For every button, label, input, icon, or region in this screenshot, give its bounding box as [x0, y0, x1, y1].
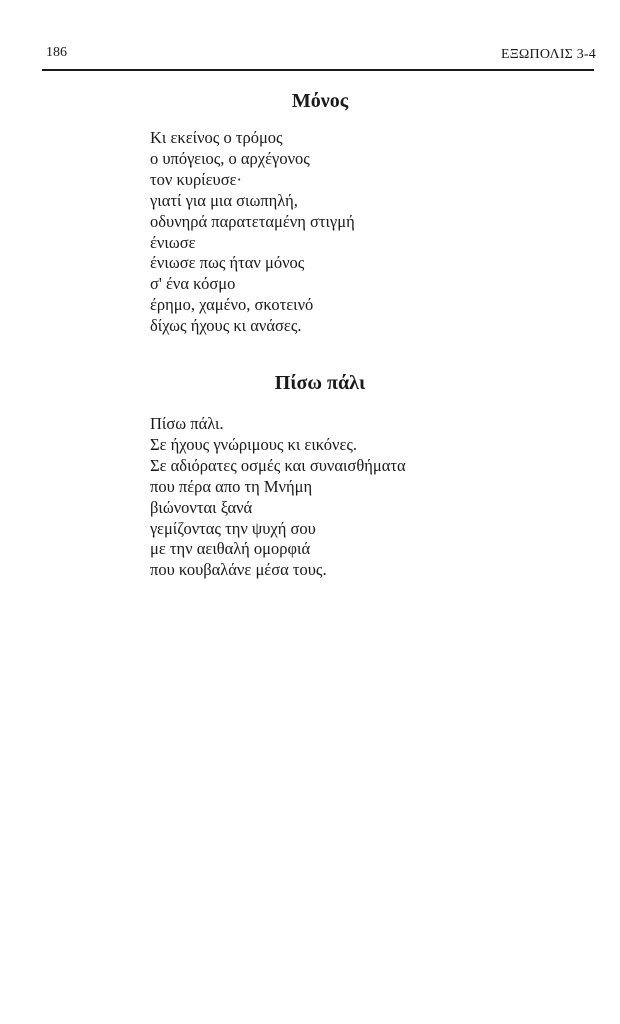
- header-rule: [42, 69, 594, 71]
- poem-title-monos: Μόνος: [291, 90, 349, 112]
- poem-body-piso-pali: [150, 414, 406, 581]
- poem-line: βιώνονται ξανά: [150, 497, 253, 517]
- poem-line: ο υπόγειος, ο αρχέγονος: [150, 148, 310, 168]
- poem-line: οδυνηρά παρατεταμένη στιγμή: [150, 211, 355, 231]
- poem-line: που κουβαλάνε μέσα τους.: [150, 560, 327, 580]
- poem-line: τον κυρίευσε·: [150, 169, 243, 189]
- poem-line: με την αειθαλή ομορφιά: [150, 539, 311, 559]
- poem-line: Σε αδιόρατες οσμές και συναισθήματα: [150, 455, 406, 475]
- poem-line: γιατί για μια σιωπηλή,: [150, 190, 298, 210]
- poem-line: ένιωσε: [150, 232, 196, 252]
- poem-body-monos: [150, 128, 355, 337]
- page-number: 186: [46, 45, 67, 60]
- poem-line: ένιωσε πως ήταν μόνος: [150, 253, 305, 273]
- poem-line: σ' ένα κόσμο: [150, 274, 236, 294]
- poem-title-piso-pali: Πίσω πάλι: [274, 372, 366, 394]
- running-title: ΕΞΩΠΟΛΙΣ 3-4: [500, 47, 596, 62]
- poem-line: γεμίζοντας την ψυχή σου: [150, 518, 316, 538]
- poem-line: έρημο, χαμένο, σκοτεινό: [150, 295, 314, 315]
- poem-line: Κι εκείνος ο τρόμος: [150, 128, 283, 147]
- poem-line: δίχως ήχους κι ανάσες.: [150, 316, 302, 336]
- poem-line: που πέρα απο τη Μνήμη: [150, 476, 313, 496]
- poem-line: Πίσω πάλι.: [150, 414, 224, 433]
- poem-line: Σε ήχους γνώριμους κι εικόνες.: [150, 434, 358, 454]
